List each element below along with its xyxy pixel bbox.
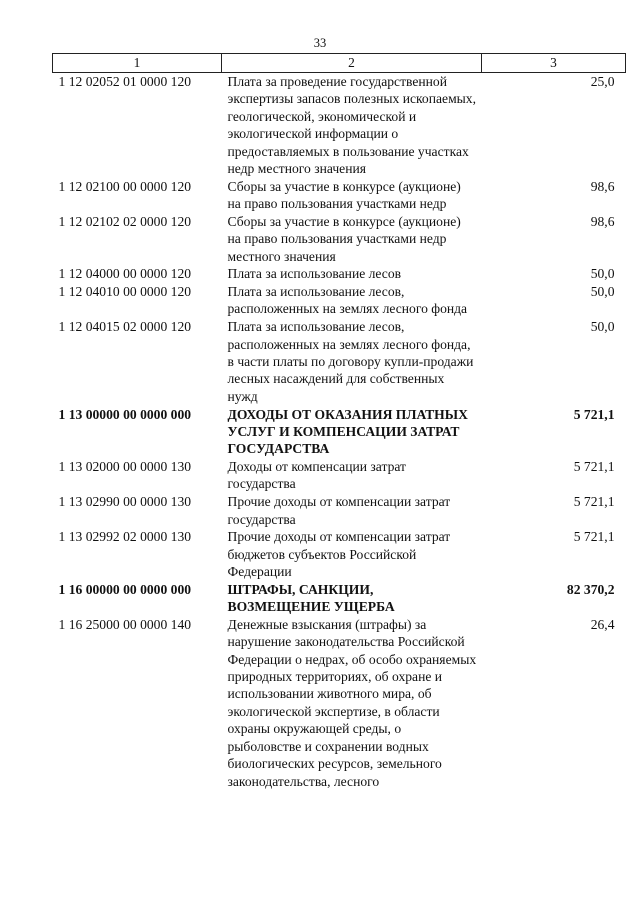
income-name: Сборы за участие в конкурсе (аукционе) на право пользования участками недр местного значения (227, 213, 461, 264)
income-name: Плата за использование лесов, расположенных на землях лесного фонда (227, 284, 468, 317)
table-row (53, 458, 626, 493)
budget-code: 1 12 02100 00 0000 120 (58, 178, 192, 194)
table-row (53, 283, 626, 318)
table-row-section (53, 406, 626, 459)
table-header (53, 54, 626, 73)
table-row-section (53, 581, 626, 616)
budget-code: 1 12 02052 01 0000 120 (58, 74, 192, 89)
income-name: Доходы от компенсации затрат государства (227, 459, 406, 492)
table-row (53, 616, 626, 790)
amount: 5 721,1 (573, 529, 615, 545)
budget-code: 1 13 02992 02 0000 130 (58, 529, 192, 545)
income-name: Прочие доходы от компенсации затрат бюджетов субъектов Российской Федерации (227, 529, 451, 580)
table-row (53, 493, 626, 528)
table-row (53, 73, 626, 178)
income-name: Денежные взыскания (штрафы) за нарушение законодательства Российской Федерации о недрах, об особо охраняемых природных территориях, об охране и использовании животного мира, об экологической экспертизе, в области охраны окружающей среды, о рыболовстве и сохранении водных биологических ресурсов, земельного законодательства, лесного (227, 616, 477, 789)
table-row (53, 318, 626, 405)
budget-code: 1 13 02000 00 0000 130 (58, 459, 192, 475)
income-name: Плата за использование лесов (227, 266, 402, 282)
table-row (53, 265, 626, 283)
column-header-2: 2 (222, 54, 482, 73)
amount: 98,6 (590, 178, 615, 194)
income-name: Сборы за участие в конкурсе (аукционе) на право пользования участками недр (227, 178, 461, 212)
amount: 5 721,1 (573, 406, 615, 422)
column-header-3: 3 (482, 54, 626, 73)
budget-code: 1 16 25000 00 0000 140 (58, 616, 192, 632)
budget-code: 1 12 04015 02 0000 120 (58, 319, 192, 335)
table-body (53, 73, 626, 791)
amount: 5 721,1 (573, 494, 615, 510)
amount: 50,0 (590, 284, 615, 300)
amount: 5 721,1 (573, 459, 615, 475)
income-name: ШТРАФЫ, САНКЦИИ, ВОЗМЕЩЕНИЕ УЩЕРБА (227, 581, 395, 615)
table-row (53, 178, 626, 213)
page-number: 33 (313, 36, 327, 50)
budget-code: 1 12 04000 00 0000 120 (58, 266, 192, 282)
income-name: Плата за использование лесов, расположенных на землях лесного фонда, в части платы по договору купли-продажи лесных насаждений для собственных нужд (227, 319, 474, 404)
amount: 82 370,2 (566, 581, 615, 597)
budget-code: 1 12 02102 02 0000 120 (58, 213, 192, 229)
table-row (53, 213, 626, 266)
amount: 50,0 (590, 319, 615, 335)
income-name: ДОХОДЫ ОТ ОКАЗАНИЯ ПЛАТНЫХ УСЛУГ И КОМПЕНСАЦИИ ЗАТРАТ ГОСУДАРСТВА (227, 406, 468, 457)
income-name: Прочие доходы от компенсации затрат государства (227, 494, 451, 527)
budget-code: 1 12 04010 00 0000 120 (58, 284, 192, 300)
budget-code: 1 13 02990 00 0000 130 (58, 494, 192, 510)
income-name: Плата за проведение государственной экспертизы запасов полезных ископаемых, геологической, экономической и экологической информации о предоставляемых в пользование участках недр местного значения (227, 74, 476, 177)
budget-code: 1 13 00000 00 0000 000 (58, 406, 192, 422)
column-header-1: 1 (53, 54, 222, 73)
table-row (53, 528, 626, 581)
budget-code: 1 16 00000 00 0000 000 (58, 581, 192, 597)
amount: 50,0 (590, 266, 615, 282)
amount: 98,6 (590, 213, 615, 229)
amount: 26,4 (590, 616, 615, 632)
budget-table (52, 53, 626, 790)
amount: 25,0 (590, 74, 615, 89)
